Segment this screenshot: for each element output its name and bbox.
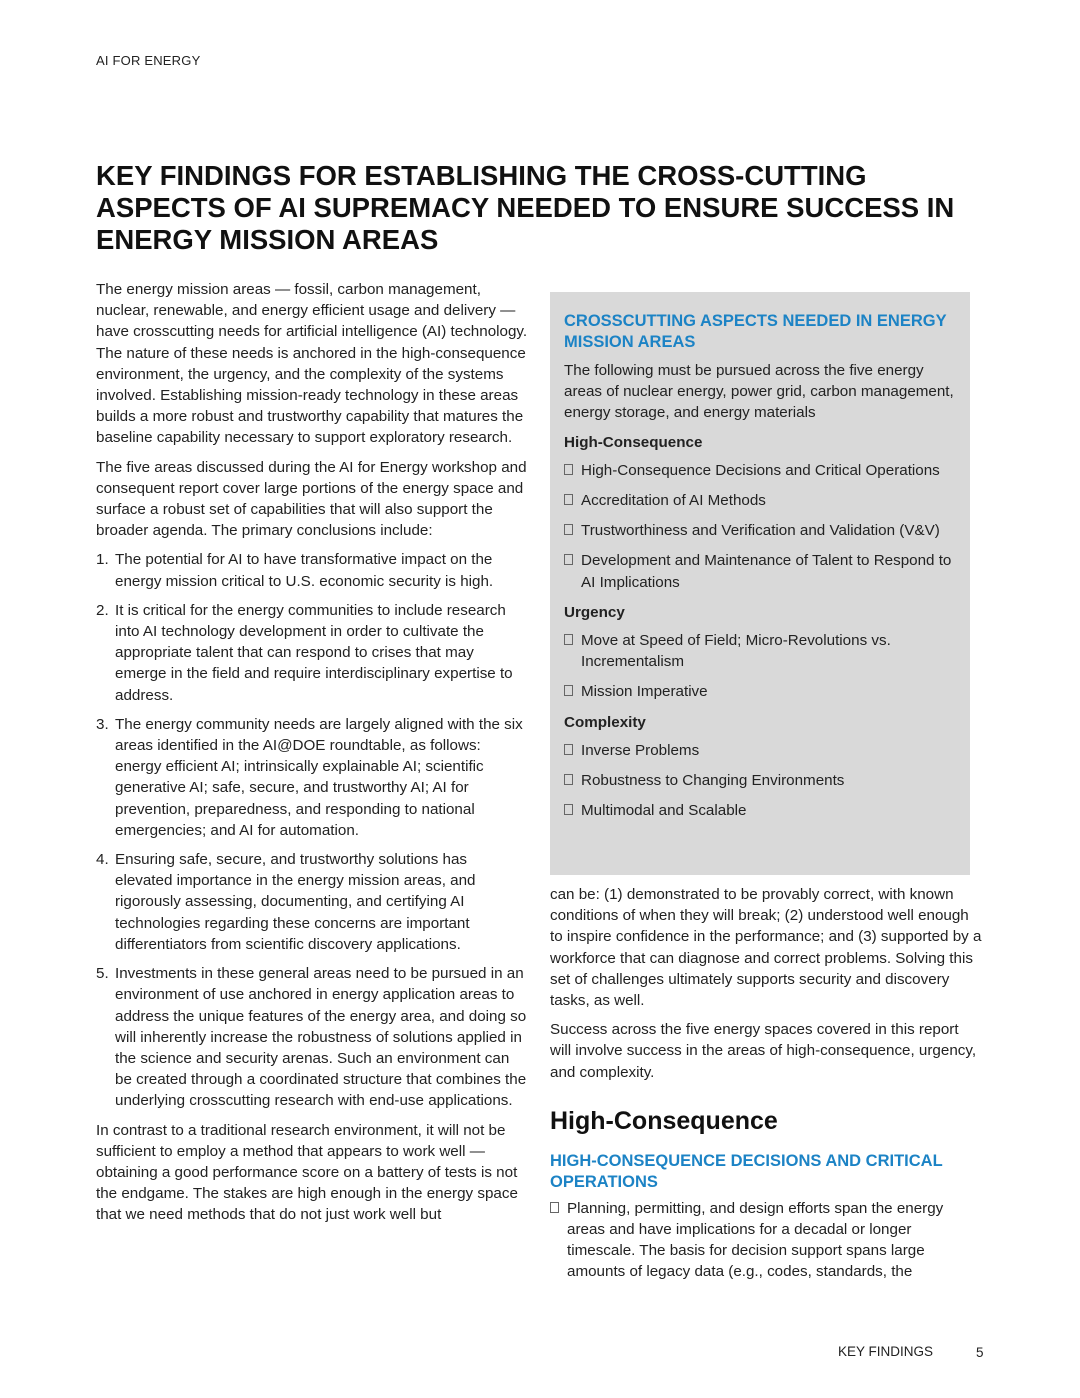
conclusion-item: [96, 714, 528, 841]
left-column: [96, 279, 528, 1234]
list-number: 5.: [96, 965, 109, 983]
sidebar-item: [564, 681, 956, 702]
sidebar-item-label: Robustness to Changing Environments: [581, 772, 845, 790]
workshop-paragraph: The five areas discussed during the AI for Energy workshop and consequent report cover large portions of the energy space and surface a robust set of capabilities that will also support the broader agenda. The primary conclusions include:: [96, 458, 527, 540]
conclusion-item: [96, 549, 528, 591]
checkbox-icon: [564, 554, 573, 565]
footer-section-label: KEY FINDINGS: [838, 1344, 934, 1359]
right-column: [550, 884, 982, 1283]
checkbox-icon: [564, 494, 573, 505]
sidebar-item: [564, 550, 956, 592]
list-number: 3.: [96, 715, 109, 733]
sidebar-group-heading: Urgency: [564, 603, 625, 621]
sidebar-item: [564, 630, 956, 672]
checkbox-icon: [564, 744, 573, 755]
success-paragraph: Success across the five energy spaces covered in this report will involve success in the areas of high-consequence, urgency, and complexity.: [550, 1021, 977, 1081]
sidebar-group-list: [564, 630, 956, 703]
bullet-text: Planning, permitting, and design efforts span the energy areas and have implications for a decadal or longer timescale. The basis for decision support spans large amounts of legacy data (e.g., codes, standards, the: [567, 1199, 944, 1281]
contrast-paragraph: In contrast to a traditional research environment, it will not be sufficient to employ a method that appears to work well — obtaining a good performance score on a battery of tests is not the endgame. The stakes are high enough in the energy space that we need methods that do not just work well but: [96, 1121, 518, 1224]
checkbox-icon: [564, 634, 573, 645]
sidebar-group-heading: Complexity: [564, 713, 646, 731]
sidebar-item-label: Move at Speed of Field; Micro-Revolutions vs. Incrementalism: [581, 632, 891, 671]
running-head: AI FOR ENERGY: [96, 53, 201, 68]
checkbox-icon: [564, 524, 573, 535]
crosscutting-sidebar: [550, 292, 970, 875]
checkbox-icon: [564, 804, 573, 815]
sidebar-intro: The following must be pursued across the five energy areas of nuclear energy, power grid, carbon management, energy storage, and energy materials: [564, 362, 954, 422]
conclusion-text: The energy community needs are largely aligned with the six areas identified in the AI@DOE roundtable, as follows: energy efficient AI; intrinsically explainable AI; scientific generative AI; safe, secure, and trustworthy AI; AI for prevention, preparedness, and responding to national emergencies; and AI for automation.: [115, 715, 523, 839]
page-title: KEY FINDINGS FOR ESTABLISHING THE CROSS-CUTTING ASPECTS OF AI SUPREMACY NEEDED TO ENSURE SUCCESS IN ENERGY MISSION AREAS: [96, 160, 955, 255]
sidebar-item: [564, 740, 956, 761]
checkbox-icon: [564, 774, 573, 785]
list-number: 1.: [96, 551, 109, 569]
bullet-item: [550, 1198, 982, 1283]
list-number: 2.: [96, 601, 109, 619]
conclusion-text: The potential for AI to have transformative impact on the energy mission critical to U.S. economic security is high.: [115, 551, 494, 590]
conclusion-text: Ensuring safe, secure, and trustworthy solutions has elevated importance in the energy mission areas, and rigorously assessing, documenting, and certifying AI technologies regarding these concerns are important differentiators from scientific discovery applications.: [115, 851, 476, 953]
sidebar-item: [564, 770, 956, 791]
sidebar-item-label: Inverse Problems: [581, 741, 700, 759]
checkbox-icon: [550, 1202, 559, 1213]
checkbox-icon: [564, 685, 573, 696]
page-number: 5: [976, 1345, 984, 1360]
section-heading: High-Consequence: [550, 1106, 778, 1135]
sidebar-item-label: Mission Imperative: [581, 683, 708, 701]
sidebar-item-label: Trustworthiness and Verification and Validation (V&V): [581, 522, 940, 540]
sidebar-item-label: High-Consequence Decisions and Critical Operations: [581, 461, 940, 479]
conclusion-text: It is critical for the energy communities to include research into AI technology development in order to cultivate the appropriate talent that can respond to crises that may emerge in the field and require interdisciplinary expertise to address.: [115, 601, 513, 704]
conclusions-list: [96, 549, 528, 1111]
subsection-heading: HIGH-CONSEQUENCE DECISIONS AND CRITICAL OPERATIONS: [550, 1151, 943, 1191]
checkbox-icon: [564, 464, 573, 475]
continuation-paragraph: can be: (1) demonstrated to be provably correct, with known conditions of when they will break; (2) understood well enough to inspire confidence in the performance; and (3) supported by a workforce that can diagnose and correct problems. Solving this set of challenges ultimately supports security and discovery tasks, as well.: [550, 886, 982, 1010]
conclusion-item: [96, 849, 528, 955]
sidebar-title: CROSSCUTTING ASPECTS NEEDED IN ENERGY MISSION AREAS: [564, 312, 947, 351]
sidebar-item-label: Multimodal and Scalable: [581, 802, 747, 820]
intro-paragraph: The energy mission areas — fossil, carbon management, nuclear, renewable, and energy efficient usage and delivery — have crosscutting needs for artificial intelligence (AI) technology. The nature of these needs is anchored in the high-consequence environment, the urgency, and the complexity of the systems involved. Establishing mission-ready technology in these areas builds a more robust and trustworthy capability that matures the baseline capability necessary to support exploratory research.: [96, 281, 528, 447]
sidebar-group-heading: High-Consequence: [564, 433, 703, 451]
sidebar-item-label: Accreditation of AI Methods: [581, 492, 766, 510]
sidebar-group-list: [564, 460, 956, 593]
sidebar-item: [564, 800, 956, 821]
sidebar-group-list: [564, 740, 956, 822]
conclusion-item: [96, 963, 528, 1111]
conclusion-text: Investments in these general areas need to be pursued in an environment of use anchored in energy application areas to address the unique features of the energy area, and doing so will inherently increase the robustness of solutions applied in the science and security arenas. Such an environment can be created through a coordinated structure that combines the underlying crosscutting research with end-use applications.: [115, 965, 527, 1110]
sidebar-item-label: Development and Maintenance of Talent to Respond to AI Implications: [581, 552, 952, 591]
conclusion-item: [96, 600, 528, 706]
sidebar-item: [564, 520, 956, 541]
list-number: 4.: [96, 851, 109, 869]
bullet-list: [550, 1198, 982, 1283]
sidebar-item: [564, 490, 956, 511]
sidebar-item: [564, 460, 956, 481]
